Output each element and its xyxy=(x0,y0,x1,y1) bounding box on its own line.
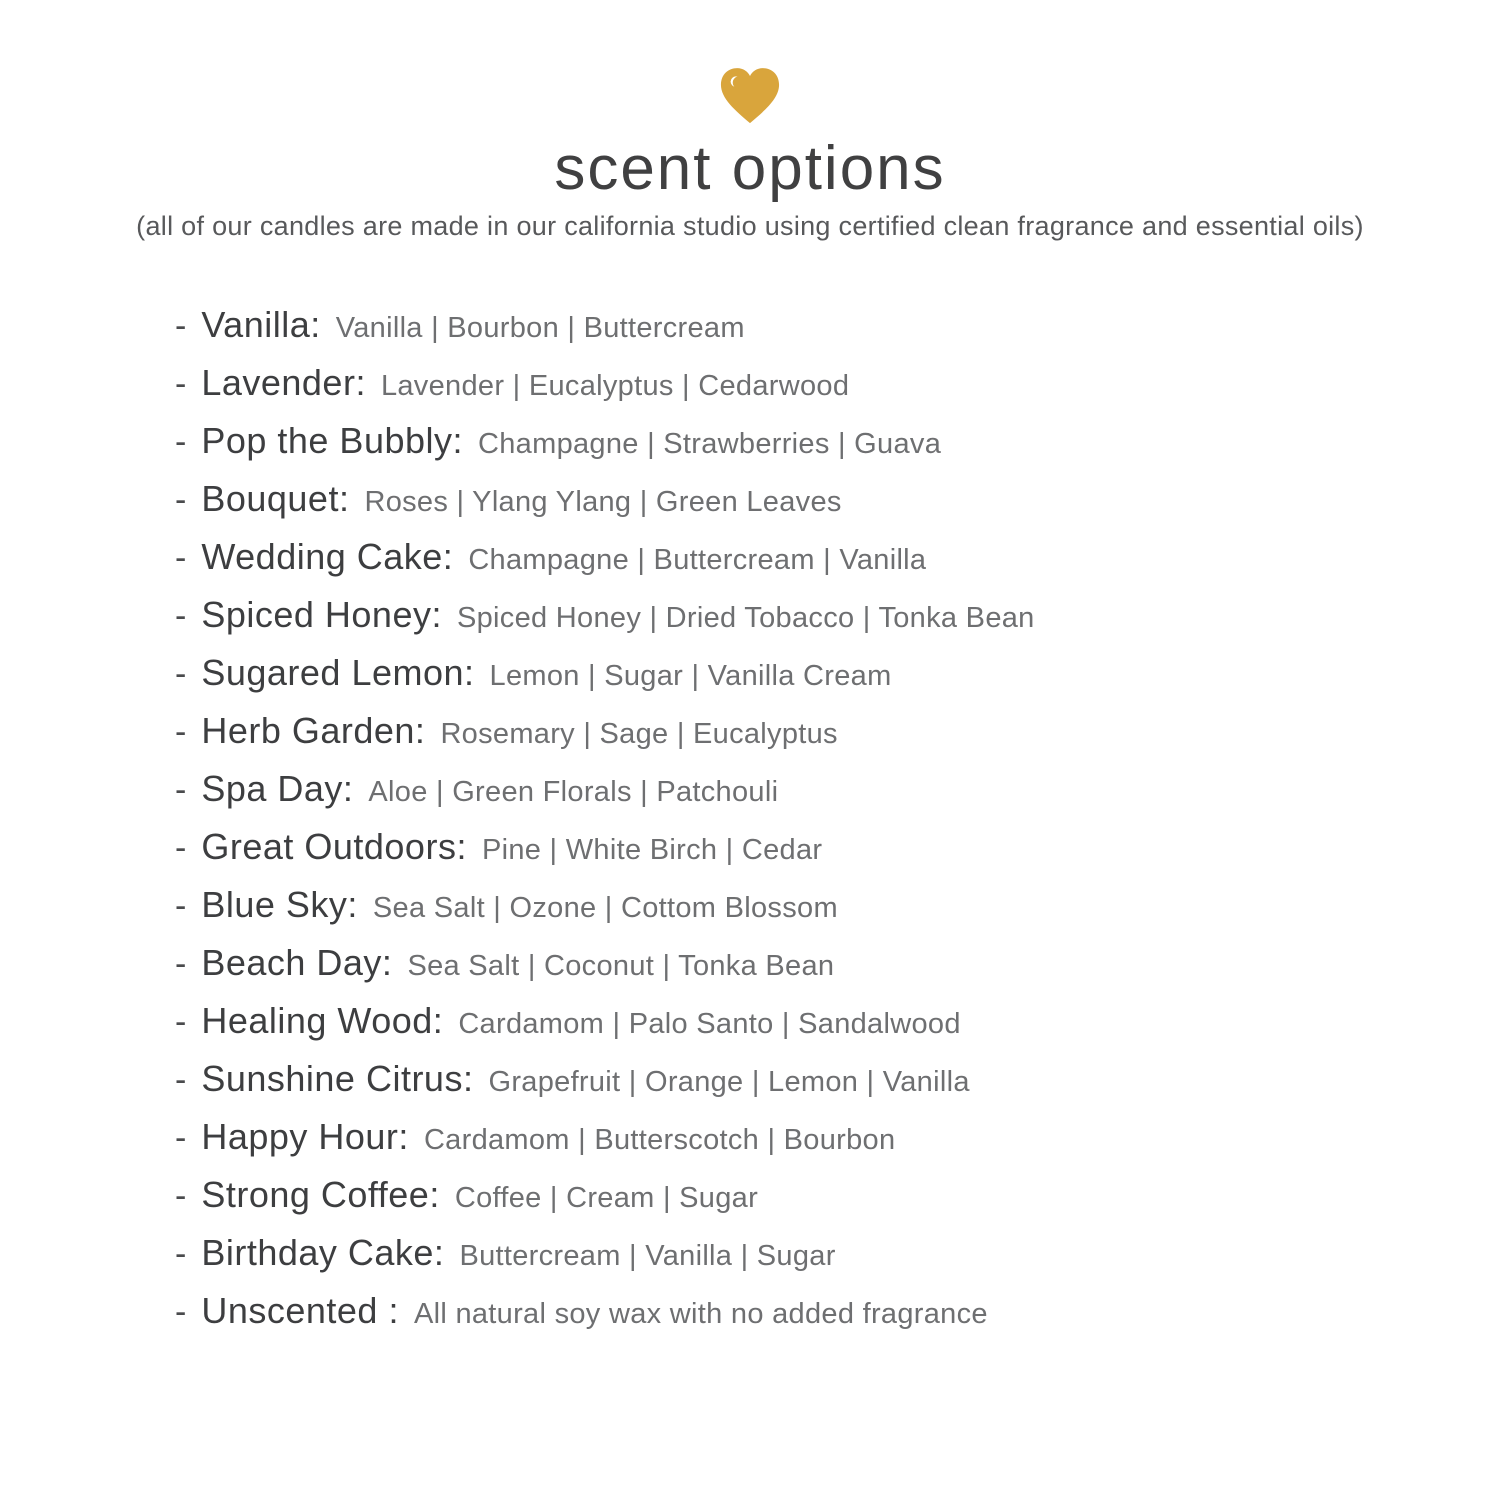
scent-list-item xyxy=(175,594,1500,652)
bullet-dash: - xyxy=(175,365,187,404)
bullet-dash: - xyxy=(175,423,187,462)
scent-notes: Cardamom | Palo Santo | Sandalwood xyxy=(458,1008,961,1041)
bullet-dash: - xyxy=(175,771,187,810)
scent-list-item xyxy=(175,1290,1500,1348)
scent-name: Unscented : xyxy=(201,1290,399,1332)
bullet-dash: - xyxy=(175,655,187,694)
scent-name: Great Outdoors: xyxy=(201,826,467,868)
scent-name: Spiced Honey: xyxy=(201,594,442,636)
scent-name: Vanilla: xyxy=(201,304,321,346)
scent-notes: Champagne | Buttercream | Vanilla xyxy=(468,544,927,577)
scent-notes: Buttercream | Vanilla | Sugar xyxy=(459,1240,836,1273)
scent-list-item xyxy=(175,1174,1500,1232)
scent-notes: Cardamom | Butterscotch | Bourbon xyxy=(423,1124,896,1157)
scent-name: Strong Coffee: xyxy=(201,1174,440,1216)
scent-list-item xyxy=(175,1116,1500,1174)
scent-list-item xyxy=(175,768,1500,826)
scent-name: Blue Sky: xyxy=(201,884,358,926)
scent-list-item xyxy=(175,1000,1500,1058)
scent-name: Lavender: xyxy=(201,362,366,404)
bullet-dash: - xyxy=(175,539,187,578)
scent-list-item xyxy=(175,1058,1500,1116)
bullet-dash: - xyxy=(175,887,187,926)
scent-name: Healing Wood: xyxy=(201,1000,444,1042)
scent-notes: Roses | Ylang Ylang | Green Leaves xyxy=(364,486,842,519)
scent-list-item xyxy=(175,1232,1500,1290)
scent-name: Happy Hour: xyxy=(201,1116,409,1158)
scent-name: Bouquet: xyxy=(201,478,350,520)
heart-icon xyxy=(719,66,781,126)
scent-list-item xyxy=(175,710,1500,768)
scent-name: Sugared Lemon: xyxy=(201,652,475,694)
scent-name: Wedding Cake: xyxy=(201,536,454,578)
scent-notes: Champagne | Strawberries | Guava xyxy=(478,428,942,461)
page-title: scent options xyxy=(554,134,946,203)
bullet-dash: - xyxy=(175,1119,187,1158)
scent-list-item xyxy=(175,652,1500,710)
scent-list-item xyxy=(175,536,1500,594)
bullet-dash: - xyxy=(175,1003,187,1042)
scent-name: Birthday Cake: xyxy=(201,1232,445,1274)
bullet-dash: - xyxy=(175,945,187,984)
scent-list-item xyxy=(175,420,1500,478)
bullet-dash: - xyxy=(175,1061,187,1100)
scent-list-item xyxy=(175,942,1500,1000)
scent-name: Beach Day: xyxy=(201,942,393,984)
scent-notes: Coffee | Cream | Sugar xyxy=(454,1182,759,1215)
scent-notes: Pine | White Birch | Cedar xyxy=(481,834,823,867)
scent-name: Herb Garden: xyxy=(201,710,426,752)
scent-notes: Rosemary | Sage | Eucalyptus xyxy=(440,718,838,751)
bullet-dash: - xyxy=(175,1293,187,1332)
page-subtitle: (all of our candles are made in our california studio using certified clean fragrance and essential oils) xyxy=(136,211,1364,241)
scent-list-item xyxy=(175,826,1500,884)
scent-notes: Sea Salt | Coconut | Tonka Bean xyxy=(407,950,835,983)
scent-notes: Lemon | Sugar | Vanilla Cream xyxy=(489,660,892,693)
bullet-dash: - xyxy=(175,1177,187,1216)
bullet-dash: - xyxy=(175,1235,187,1274)
scent-notes: Sea Salt | Ozone | Cottom Blossom xyxy=(372,892,838,925)
scent-notes: Aloe | Green Florals | Patchouli xyxy=(368,776,779,809)
scent-notes: All natural soy wax with no added fragrance xyxy=(413,1298,988,1331)
scent-list-item xyxy=(175,884,1500,942)
scent-name: Spa Day: xyxy=(201,768,354,810)
bullet-dash: - xyxy=(175,829,187,868)
scent-list-item xyxy=(175,304,1500,362)
scent-list-item xyxy=(175,362,1500,420)
header xyxy=(0,0,1500,242)
bullet-dash: - xyxy=(175,307,187,346)
scent-list-item xyxy=(175,478,1500,536)
bullet-dash: - xyxy=(175,481,187,520)
scent-name: Pop the Bubbly: xyxy=(201,420,464,462)
scent-notes: Lavender | Eucalyptus | Cedarwood xyxy=(380,370,850,403)
scent-notes: Grapefruit | Orange | Lemon | Vanilla xyxy=(488,1066,970,1099)
scent-list xyxy=(0,304,1500,1348)
scent-name: Sunshine Citrus: xyxy=(201,1058,474,1100)
scent-notes: Spiced Honey | Dried Tobacco | Tonka Bean xyxy=(456,602,1035,635)
bullet-dash: - xyxy=(175,597,187,636)
bullet-dash: - xyxy=(175,713,187,752)
scent-notes: Vanilla | Bourbon | Buttercream xyxy=(335,312,745,345)
